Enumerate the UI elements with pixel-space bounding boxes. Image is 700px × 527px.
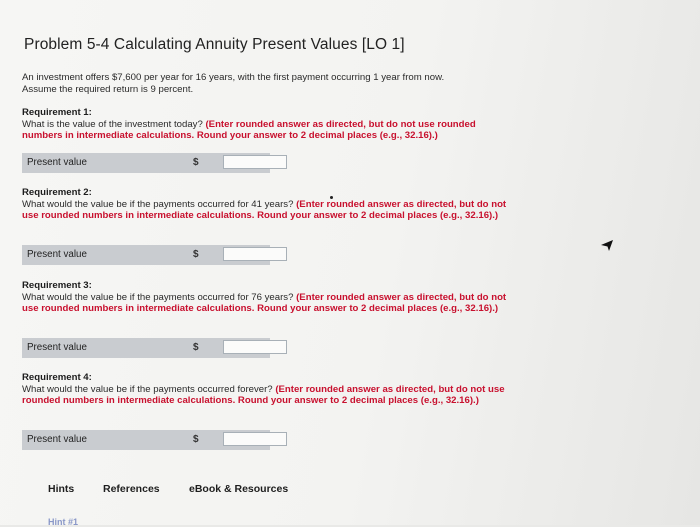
requirement-2-question: What would the value be if the payments occurred for 41 years? (22, 198, 294, 210)
intro-line-1: An investment offers $7,600 per year for 16 years, with the first payment occurring 1 year from now. (22, 72, 445, 83)
requirement-3-question: What would the value be if the payments occurred for 76 years? (22, 291, 294, 303)
requirement-1-question: What is the value of the investment today? (22, 118, 203, 130)
requirement-2 (22, 187, 512, 222)
intro-line-2: Assume the required return is 9 percent. (22, 83, 194, 95)
currency-symbol-2: $ (193, 249, 199, 260)
present-value-input-4[interactable] (223, 432, 287, 446)
answer-label-4: Present value (27, 434, 87, 445)
requirement-4-instruction: (Enter rounded answer as directed, but do not use rounded numbers in intermediate calculations. Round your answer to 2 decimal places (e.g., 32.16).) (22, 383, 505, 406)
requirement-3 (22, 280, 512, 315)
requirement-3-instruction: (Enter rounded answer as directed, but do not use rounded numbers in intermediate calculations. Round your answer to 2 decimal places (e.g., 32.16).) (22, 291, 507, 314)
present-value-input-1[interactable] (223, 155, 287, 169)
tab-ebook-resources[interactable]: eBook & Resources (189, 483, 289, 495)
tab-hints[interactable]: Hints (48, 483, 75, 495)
present-value-input-3[interactable] (223, 340, 287, 354)
problem-statement (22, 72, 522, 95)
tab-references[interactable]: References (103, 483, 160, 495)
requirement-4-question: What would the value be if the payments occurred forever? (22, 383, 273, 395)
currency-symbol-4: $ (193, 434, 199, 445)
requirement-2-instruction: (Enter rounded answer as directed, but do not use rounded numbers in intermediate calculations. Round your answer to 2 decimal places (e.g., 32.16).) (22, 198, 507, 221)
requirement-1-instruction: (Enter rounded answer as directed, but do not use rounded numbers in intermediate calculations. Round your answer to 2 decimal places (e.g., 32.16).) (22, 118, 476, 141)
requirement-4-heading: Requirement 4: (22, 372, 92, 383)
requirement-3-heading: Requirement 3: (22, 280, 92, 291)
answer-label-2: Present value (27, 249, 87, 260)
stray-mark (330, 196, 333, 199)
answer-label-1: Present value (27, 157, 87, 168)
answer-row-3 (22, 338, 270, 358)
answer-row-4 (22, 430, 270, 450)
hint-link[interactable]: Hint #1 (48, 517, 79, 527)
requirement-1 (22, 107, 512, 142)
answer-row-2 (22, 245, 270, 265)
currency-symbol-1: $ (193, 157, 199, 168)
mouse-cursor-icon (600, 238, 614, 252)
requirement-4 (22, 372, 512, 407)
answer-row-1 (22, 153, 270, 173)
requirement-1-heading: Requirement 1: (22, 107, 92, 118)
currency-symbol-3: $ (193, 342, 199, 353)
present-value-input-2[interactable] (223, 247, 287, 261)
page-title: Problem 5-4 Calculating Annuity Present Values [LO 1] (24, 36, 405, 53)
answer-label-3: Present value (27, 342, 87, 353)
requirement-2-heading: Requirement 2: (22, 187, 92, 198)
